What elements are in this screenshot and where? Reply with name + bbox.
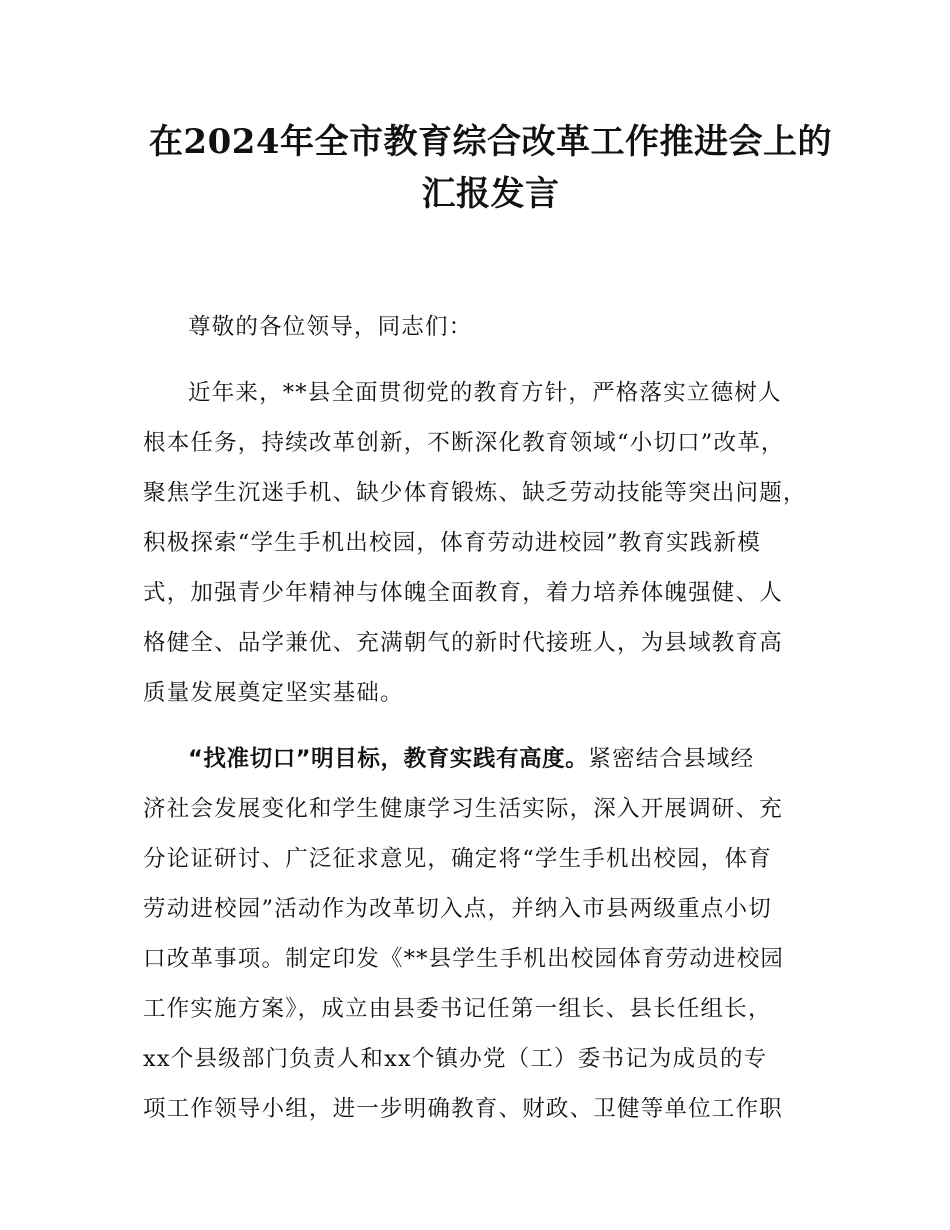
paragraph-2 xyxy=(143,734,838,1134)
paragraph-2-first-line xyxy=(143,734,838,784)
title-line-2: 汇报发言 xyxy=(421,174,560,214)
paragraph-2-first-line-rest: 紧密结合县域经 xyxy=(588,746,755,772)
paragraph-1-line: 式，加强青少年精神与体魄全面教育，着力培养体魄强健、人 xyxy=(143,580,783,606)
document-body xyxy=(143,302,838,1134)
salutation: 尊敬的各位领导，同志们： xyxy=(188,314,473,340)
paragraph-1-line: 近年来，**县全面贯彻党的教育方针，严格落实立德树人 xyxy=(188,380,782,406)
title-line-1: 在2024年全市教育综合改革工作推进会上的 xyxy=(148,122,833,162)
paragraph-2-lead: “找准切口”明目标，教育实践有高度。 xyxy=(188,746,589,772)
paragraph-1-line: 格健全、品学兼优、充满朝气的新时代接班人，为县域教育高 xyxy=(143,630,783,656)
paragraph-2-line: 口改革事项。制定印发《**县学生手机出校园体育劳动进校园 xyxy=(143,946,785,972)
paragraph-1-line: 聚焦学生沉迷手机、缺少体育锻炼、缺乏劳动技能等突出问题， xyxy=(143,480,807,506)
paragraph-2-line: 劳动进校园”活动作为改革切入点，并纳入市县两级重点小切 xyxy=(143,896,772,922)
paragraph-1-line: 根本任务，持续改革创新，不断深化教育领域“小切口”改革， xyxy=(143,430,785,456)
paragraph-2-line: 项工作领导小组，进一步明确教育、财政、卫健等单位工作职 xyxy=(143,1096,783,1122)
paragraph-2-line: 工作实施方案》，成立由县委书记任第一组长、县长任组长， xyxy=(143,996,772,1022)
paragraph-1-line: 积极探索“学生手机出校园，体育劳动进校园”教育实践新模 xyxy=(143,530,761,556)
paragraph-2-line: xx个县级部门负责人和xx个镇办党（工）委书记为成员的专 xyxy=(143,1046,768,1072)
paragraph-1-line: 质量发展奠定坚实基础。 xyxy=(143,680,404,706)
paragraph-1 xyxy=(143,368,838,718)
salutation-paragraph xyxy=(143,302,838,352)
document-title xyxy=(143,116,838,220)
paragraph-2-line: 分论证研讨、广泛征求意见，确定将“学生手机出校园，体育 xyxy=(143,846,772,872)
paragraph-2-line: 济社会发展变化和学生健康学习生活实际，深入开展调研、充 xyxy=(143,796,783,822)
